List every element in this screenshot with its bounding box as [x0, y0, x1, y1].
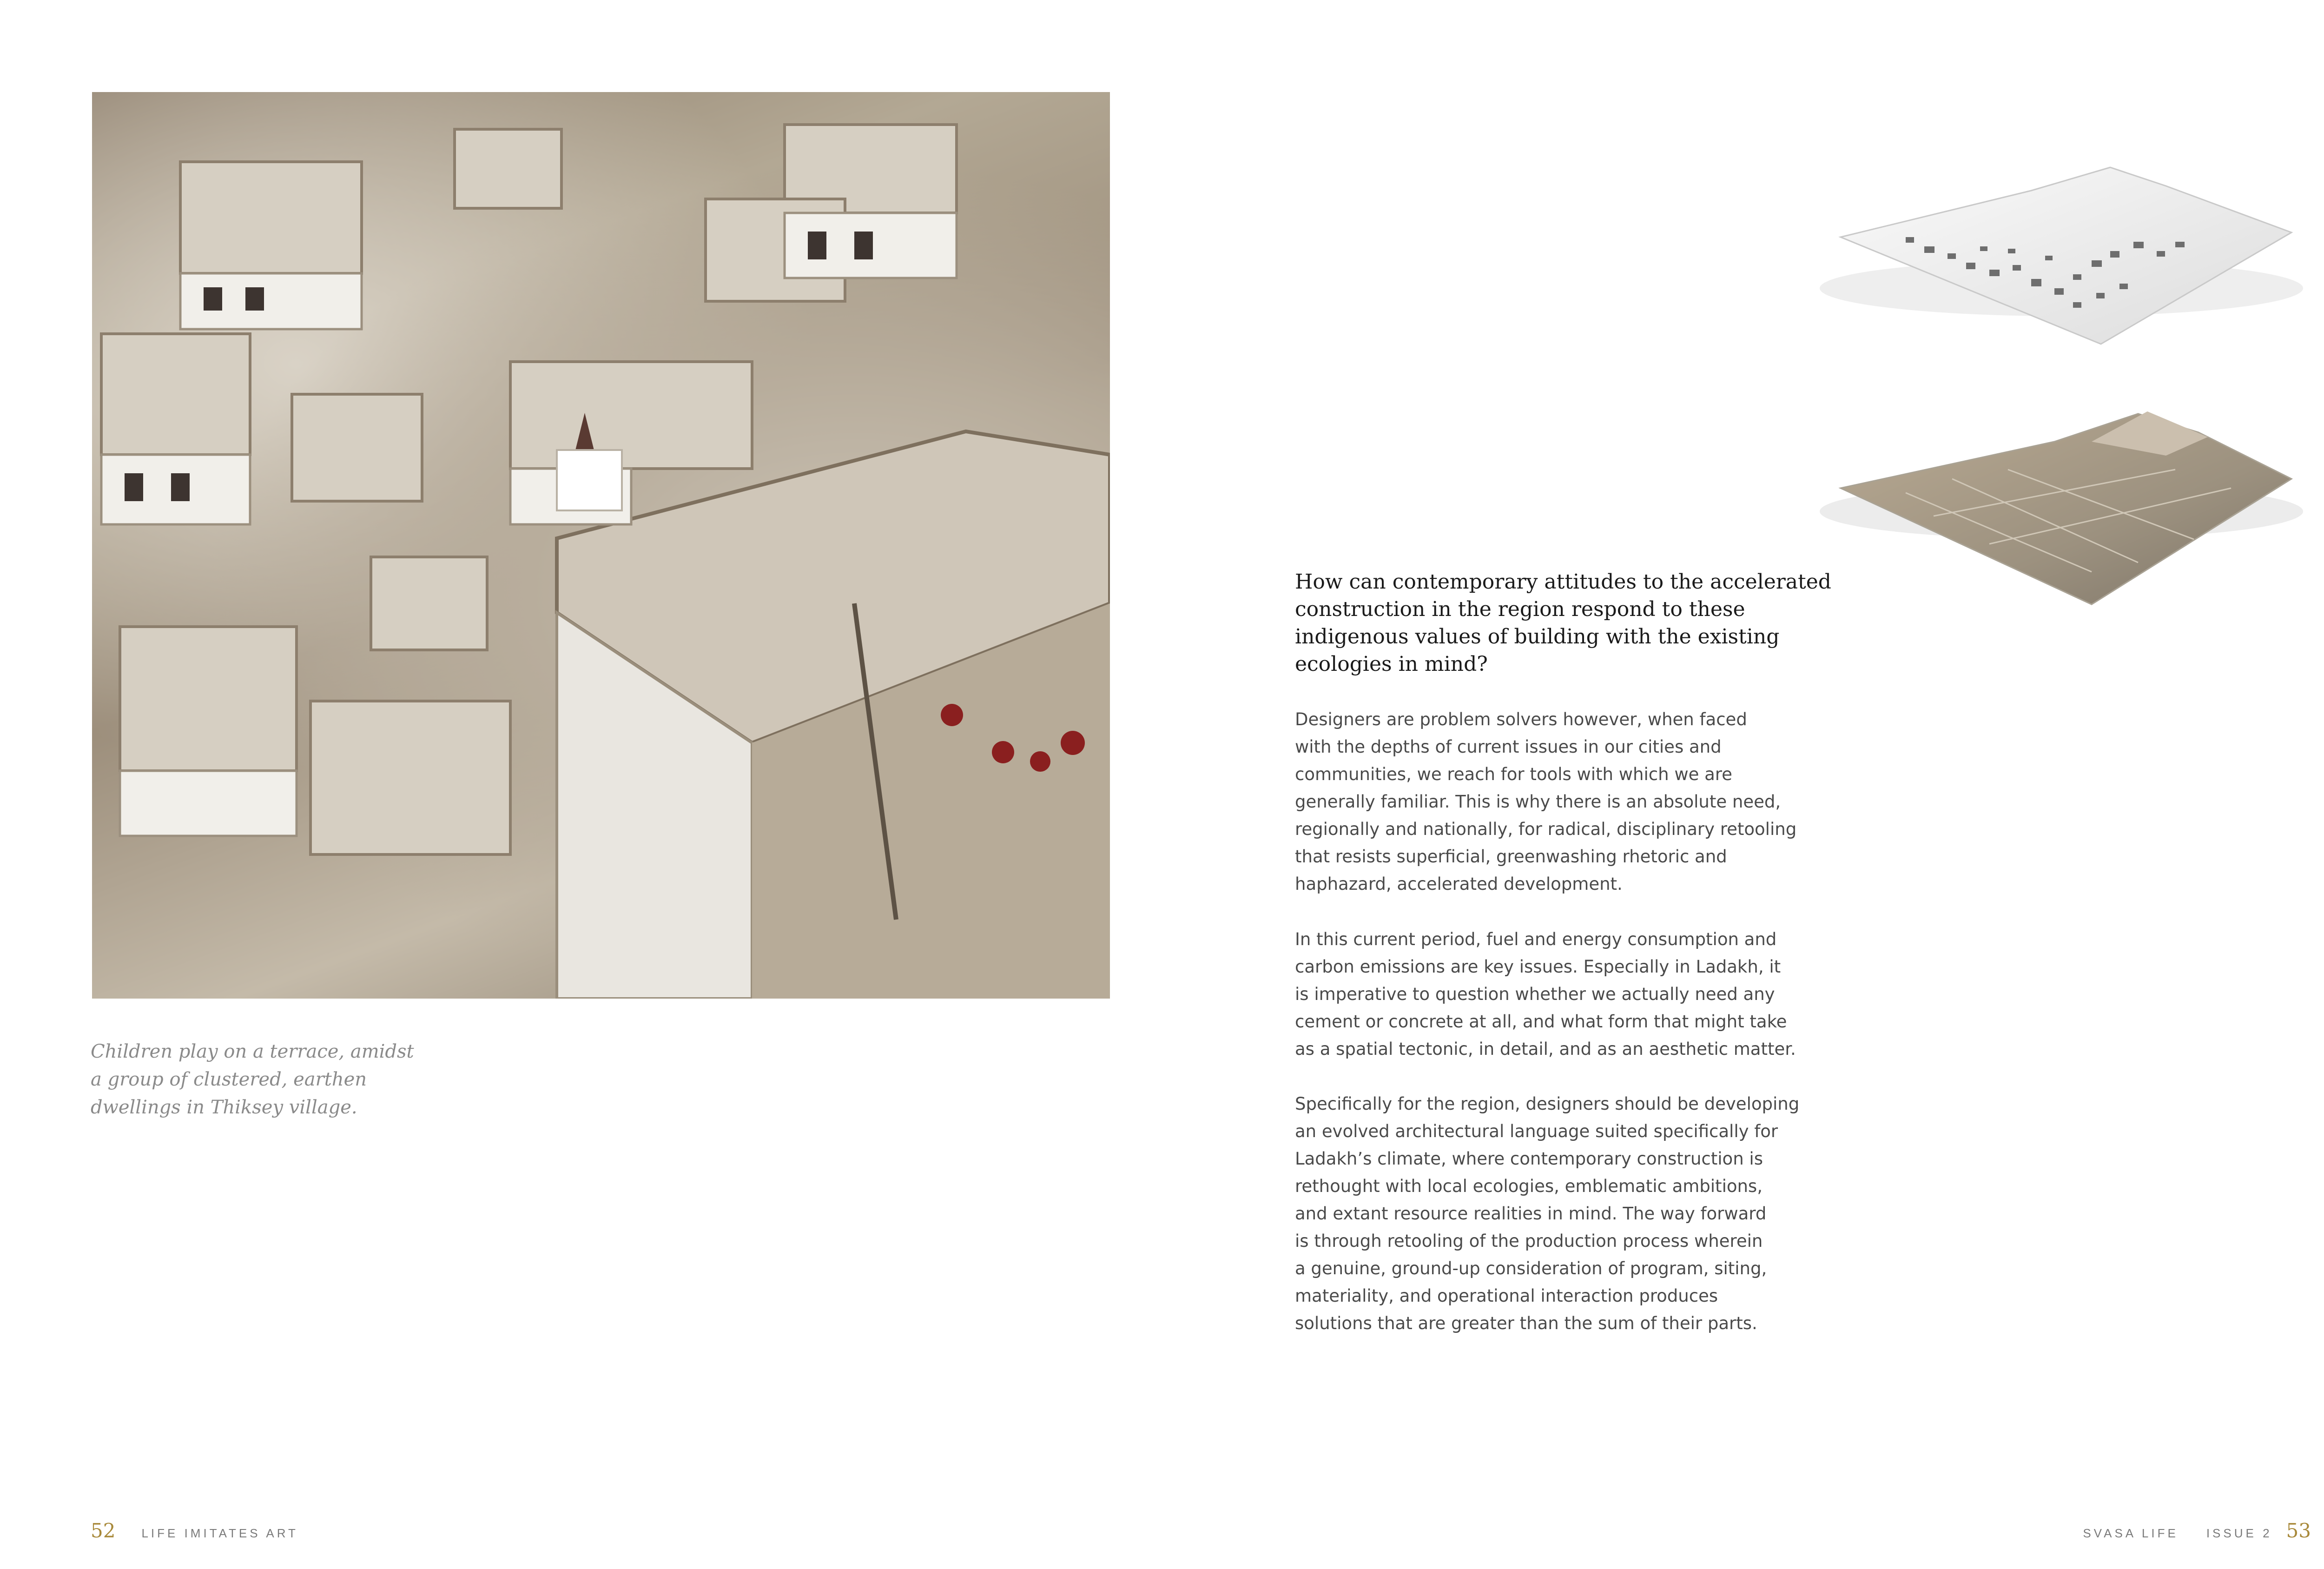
- paragraph-line: cement or concrete at all, and what form that might take: [1295, 1012, 1787, 1032]
- paragraph-line: with the depths of current issues in our cities and: [1295, 737, 1722, 757]
- paragraph-line: Designers are problem solvers however, when faced: [1295, 709, 1747, 729]
- paragraph-line: is through retooling of the production process wherein: [1295, 1231, 1763, 1251]
- left-footer: [91, 1519, 298, 1542]
- paragraph-line: generally familiar. This is why there is an absolute need,: [1295, 792, 1781, 812]
- paragraph-line: In this current period, fuel and energy consumption and: [1295, 929, 1777, 949]
- village-photo: [92, 92, 1110, 999]
- question-line: ecologies in mind?: [1295, 652, 1488, 676]
- paragraph-line: regionally and nationally, for radical, disciplinary retooling: [1295, 819, 1797, 839]
- paragraph-line: Specifically for the region, designers should be developing: [1295, 1094, 1800, 1114]
- body-paragraph-1: [1295, 706, 1816, 898]
- running-magazine-title: SVASA LIFE: [2083, 1526, 2179, 1540]
- caption-line: dwellings in Thiksey village.: [91, 1097, 357, 1118]
- paragraph-line: haphazard, accelerated development.: [1295, 874, 1623, 894]
- terrain-model-aerial: [1820, 411, 2303, 604]
- question-line: construction in the region respond to these: [1295, 597, 1745, 621]
- massing-model-white: [1820, 167, 2303, 344]
- running-issue: ISSUE 2: [2206, 1526, 2272, 1540]
- terrain-model-illustrations: [1813, 153, 2310, 609]
- paragraph-line: communities, we reach for tools with which we are: [1295, 764, 1732, 784]
- paragraph-line: as a spatial tectonic, in detail, and as an aesthetic matter.: [1295, 1039, 1796, 1059]
- body-paragraph-3: [1295, 1090, 1816, 1337]
- pull-question: [1295, 568, 1831, 678]
- paragraph-line: that resists superficial, greenwashing rhetoric and: [1295, 847, 1727, 867]
- running-section-title: LIFE IMITATES ART: [141, 1526, 298, 1540]
- paragraph-line: materiality, and operational interaction produces: [1295, 1286, 1718, 1306]
- page-number-left: 52: [91, 1519, 116, 1542]
- paragraph-line: carbon emissions are key issues. Especially in Ladakh, it: [1295, 957, 1781, 977]
- paragraph-line: is imperative to question whether we actually need any: [1295, 984, 1775, 1004]
- caption-line: a group of clustered, earthen: [91, 1069, 367, 1090]
- photo-caption: [91, 1038, 416, 1121]
- paragraph-line: Ladakh’s climate, where contemporary construction is: [1295, 1149, 1763, 1169]
- page-number-right: 53: [2286, 1519, 2311, 1542]
- paragraph-line: rethought with local ecologies, emblematic ambitions,: [1295, 1176, 1763, 1196]
- question-line: indigenous values of building with the existing: [1295, 625, 1780, 649]
- paragraph-line: a genuine, ground-up consideration of program, siting,: [1295, 1258, 1767, 1278]
- paragraph-line: solutions that are greater than the sum of their parts.: [1295, 1313, 1757, 1333]
- question-line: How can contemporary attitudes to the accelerated: [1295, 570, 1831, 594]
- caption-line: Children play on a terrace, amidst: [91, 1041, 414, 1062]
- paragraph-line: an evolved architectural language suited specifically for: [1295, 1121, 1778, 1141]
- body-paragraph-2: [1295, 926, 1816, 1063]
- paragraph-line: and extant resource realities in mind. The way forward: [1295, 1204, 1767, 1224]
- right-footer: [2083, 1519, 2311, 1542]
- aerial-village-illustration: [92, 92, 1110, 999]
